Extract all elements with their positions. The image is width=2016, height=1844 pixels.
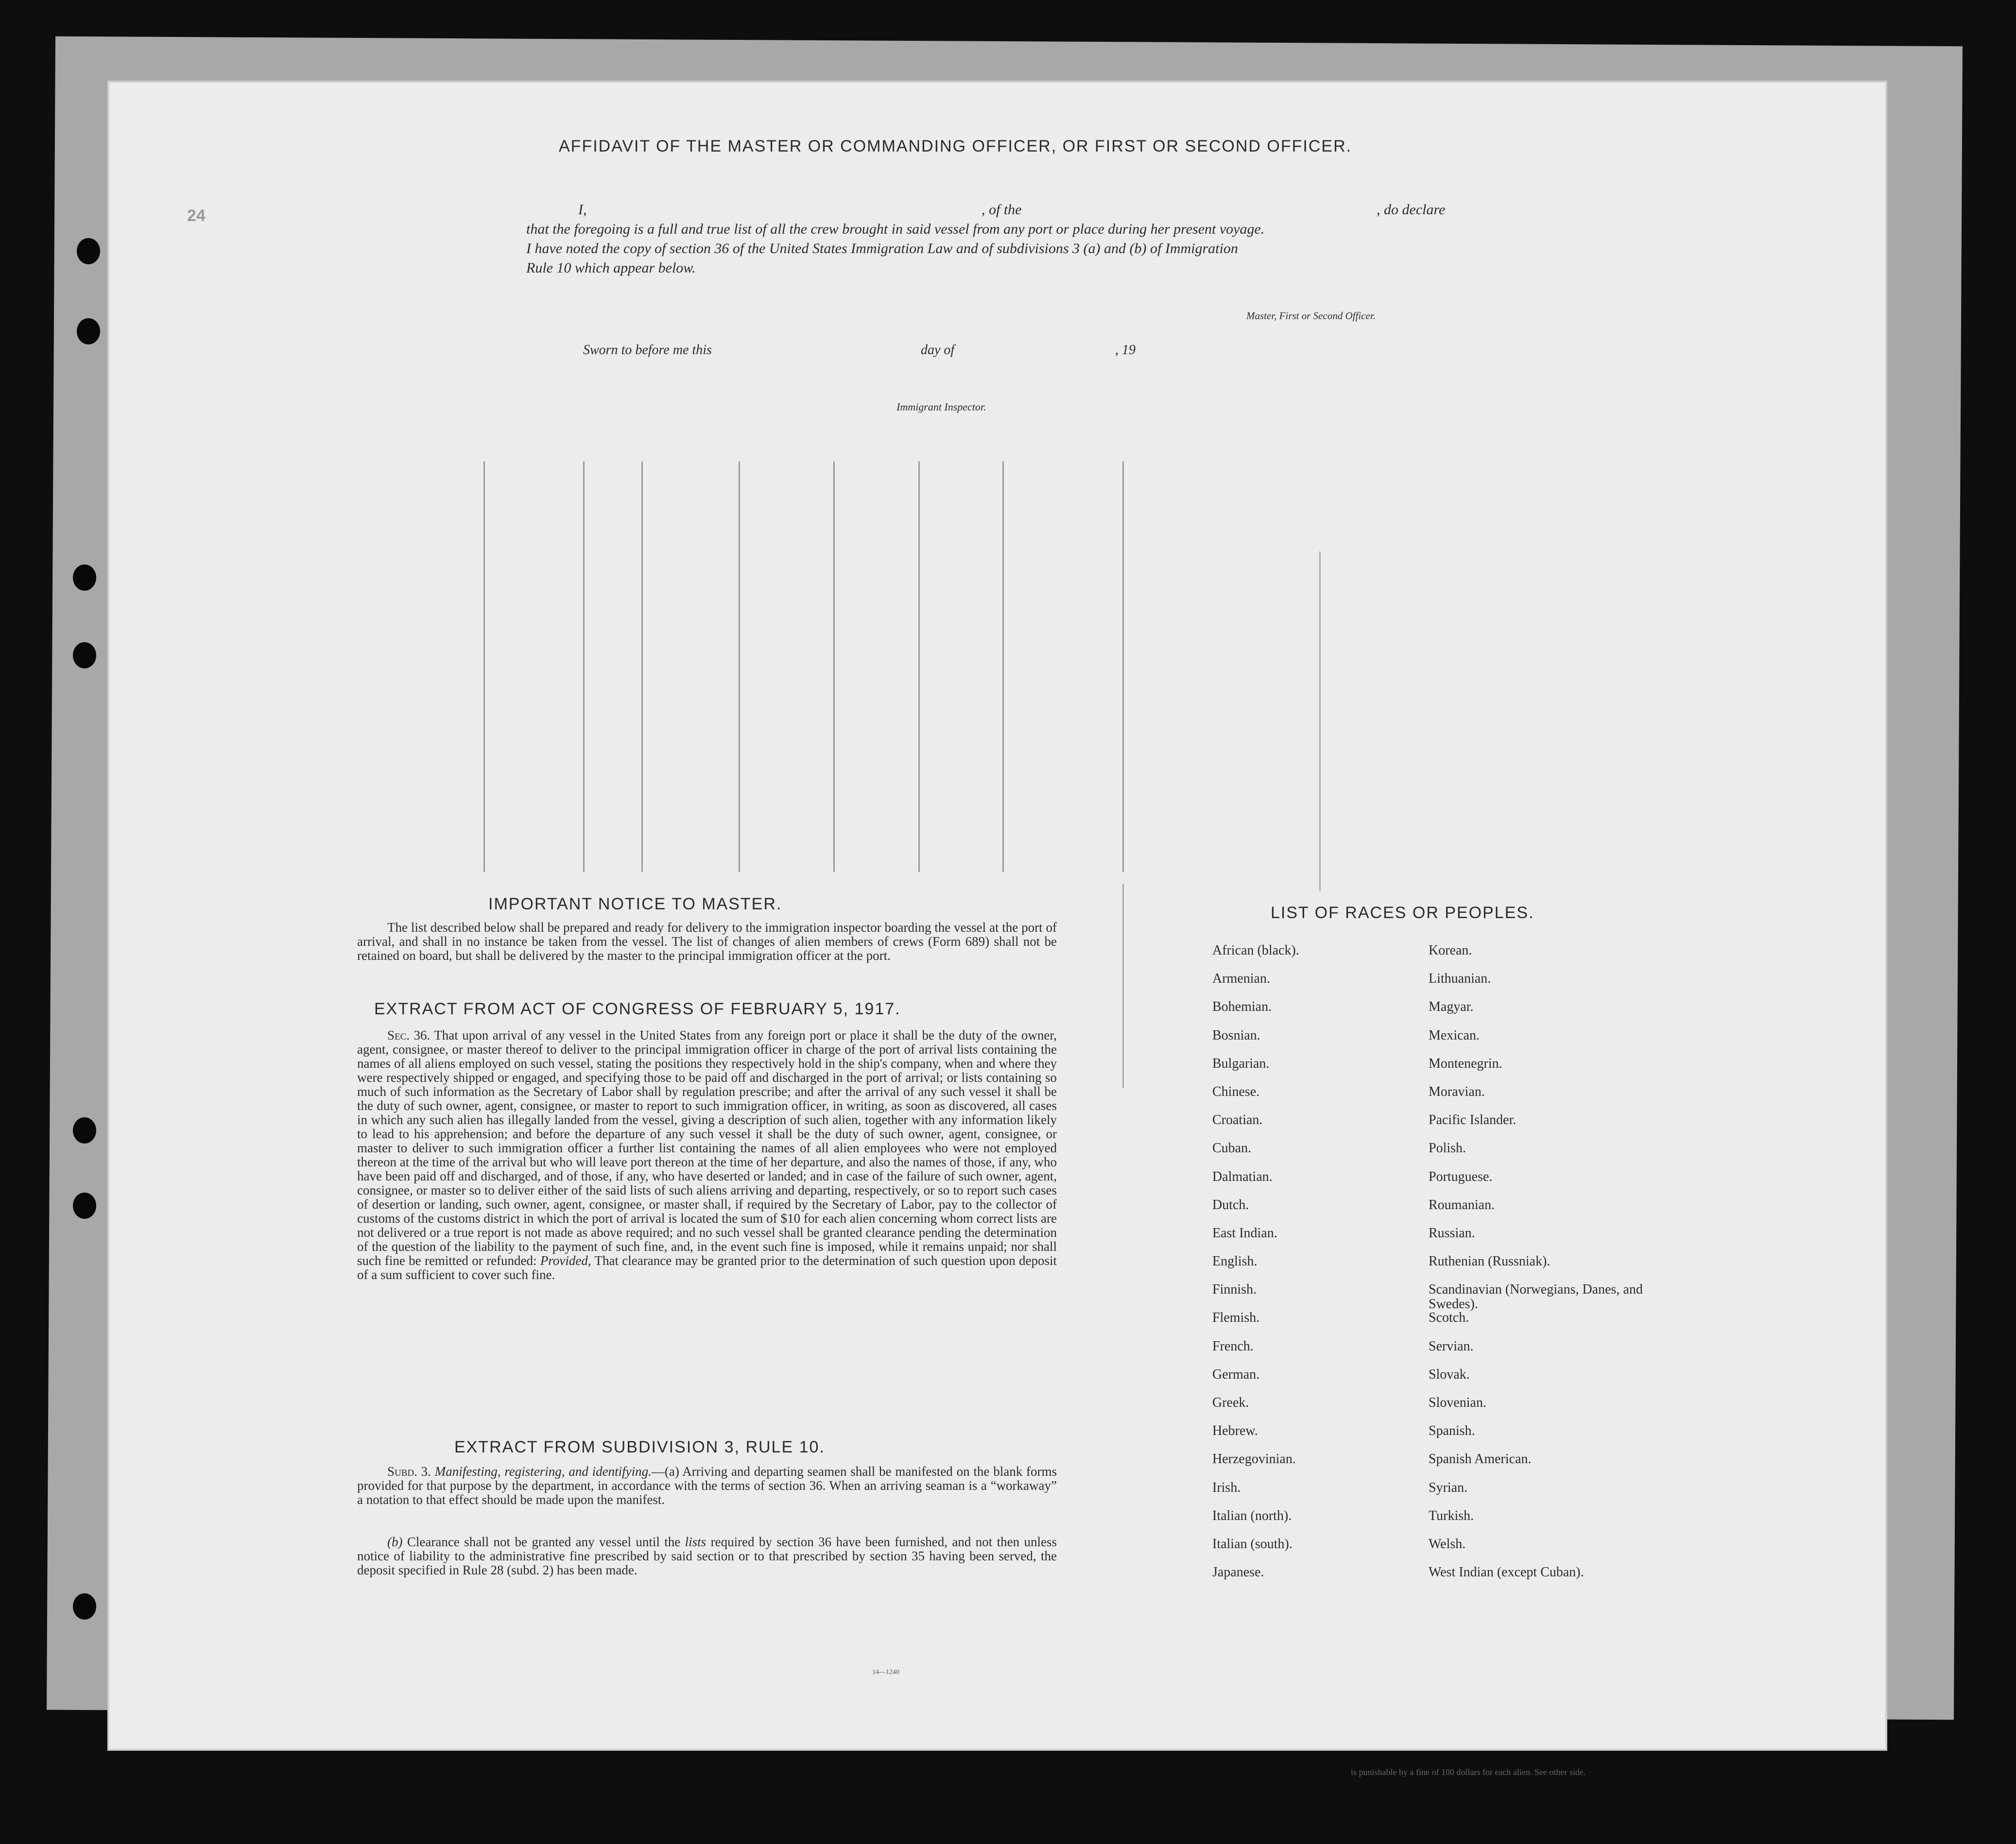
column-rule (583, 461, 585, 872)
bottom-note: is punishable by a fine of 100 dollars for each alien. See other side. (1351, 1767, 1586, 1777)
subd-heading: Manifesting, registering, and identifying. (434, 1464, 652, 1479)
race-item: Polish. (1429, 1141, 1466, 1156)
act-extract-text (357, 1028, 1057, 1282)
race-item: Montenegrin. (1429, 1056, 1502, 1071)
affidavit-line-3: I have noted the copy of section 36 of the United States Immigration Law and of subdivisions 3 (a) and (b) of Immigration (526, 240, 1238, 256)
notice-title: IMPORTANT NOTICE TO MASTER. (488, 895, 782, 913)
race-item: Hebrew. (1212, 1423, 1258, 1439)
race-item: Syrian. (1429, 1480, 1468, 1495)
subd-label: Subd. 3. (387, 1464, 431, 1479)
binder-hole (73, 1193, 96, 1219)
column-rule (1122, 461, 1124, 872)
race-item: Italian (south). (1212, 1536, 1292, 1552)
document-page (109, 83, 1885, 1777)
race-item: Bosnian. (1212, 1027, 1260, 1043)
column-rule (1319, 551, 1321, 891)
year-label: , 19 (1115, 342, 1136, 358)
race-item: Welsh. (1429, 1536, 1466, 1552)
binder-hole (73, 1117, 96, 1144)
binder-hole (77, 238, 100, 264)
act-extract-title: EXTRACT FROM ACT OF CONGRESS OF FEBRUARY 5, 1917. (374, 1000, 901, 1018)
race-item: Flemish. (1212, 1310, 1260, 1326)
race-item: Russian. (1429, 1225, 1475, 1241)
race-item: Herzegovinian. (1212, 1451, 1296, 1467)
race-item: Japanese. (1212, 1565, 1264, 1580)
race-item: Magyar. (1429, 999, 1474, 1015)
race-item: Servian. (1429, 1338, 1474, 1354)
race-item: Finnish. (1212, 1282, 1257, 1298)
notice-text: The list described below shall be prepared and ready for delivery to the immigration inspector boarding the vessel at the port of arrival, and shall in no instance be taken from the vessel. The list of changes of alien members of crews (Form 689) shall not be retained on board, but shall be delivered by the master to the principal immigration officer at the port. (357, 920, 1057, 963)
race-item: English. (1212, 1254, 1258, 1269)
provided-word: Provided, (540, 1253, 591, 1268)
column-rule (918, 461, 920, 872)
para-b-pre: Clearance shall not be granted any vessel until the (407, 1535, 681, 1549)
affidavit-i: I, (578, 202, 587, 218)
races-column-1 (1212, 943, 1465, 1593)
race-item: West Indian (except Cuban). (1429, 1565, 1584, 1580)
binder-hole (73, 564, 96, 591)
race-item: Scandinavian (Norwegians, Danes, and Swedes). (1429, 1282, 1643, 1312)
rule-extract-title: EXTRACT FROM SUBDIVISION 3, RULE 10. (454, 1438, 825, 1456)
section-label: Sec. 36. (387, 1028, 431, 1042)
column-rule (1002, 461, 1004, 872)
column-rule (641, 461, 643, 872)
column-rule (739, 461, 740, 872)
race-item: Pacific Islander. (1429, 1112, 1516, 1128)
affidavit-title: AFFIDAVIT OF THE MASTER OR COMMANDING OFFICER, OR FIRST OR SECOND OFFICER. (559, 137, 1352, 155)
column-rule (483, 461, 485, 872)
signature-label: Master, First or Second Officer. (1246, 310, 1376, 322)
binder-hole (77, 318, 100, 344)
column-rule (833, 461, 835, 872)
race-item: Chinese. (1212, 1084, 1260, 1099)
race-item: Roumanian. (1429, 1197, 1495, 1212)
day-of-label: day of (921, 342, 955, 358)
race-item: Spanish. (1429, 1423, 1475, 1439)
race-item: Ruthenian (Russniak). (1429, 1254, 1551, 1269)
subd-para-a: —(a) Arriving and departing seamen shall be manifested on the blank forms provided for that purpose by the department, in accordance with the terms of section 36. When an arriving seaman is a “workaway” a notation to that effect should be made upon the manifest. (357, 1464, 1057, 1507)
affidavit-line-4: Rule 10 which appear below. (526, 260, 696, 276)
race-item: Greek. (1212, 1395, 1249, 1410)
race-item: Croatian. (1212, 1112, 1263, 1128)
race-item: Moravian. (1429, 1084, 1485, 1099)
race-item: Bulgarian. (1212, 1056, 1270, 1071)
race-item: Portuguese. (1429, 1169, 1493, 1184)
rule-para-a (357, 1465, 1057, 1507)
para-b-label: (b) (387, 1535, 403, 1549)
race-item: French. (1212, 1338, 1254, 1354)
section-body: That upon arrival of any vessel in the United States from any foreign port or place it shall be the duty of the owner, agent, consignee, or master thereof to deliver to the principal immigration officer in charge of the port of arrival lists containing the names of all aliens employed on such vessel, stating the positions they respectively hold in the ship's company, when and where they were respectively shipped or engaged, and specifying those to be paid off and discharged in the port of arrival; or lists containing so much of such information as the Secretary of Labor shall by regulation prescribe; and after the arrival of any such vessel it shall be the duty of such owner, agent, consignee, or master to report to such immigration officer, in writing, as soon as discovered, all cases in which any such alien has illegally landed from the vessel, giving a description of such alien, together with any information likely to lead to his apprehension; and before the departure of any such vessel it shall be the duty of such owner, agent, consignee, or master to deliver to such immigration officer a further list containing the names of all alien employees who were not employed thereon at the time of the arrival but who will leave port thereon at the time of her departure, and also the names of those, if any, who have been paid off and discharged, and of those, if any, who have deserted or landed; and in case of the failure of such owner, agent, consignee, or master so to deliver either of the said lists of such aliens arriving and departing, respectively, or so to report such cases of desertion or landing, such owner, agent, consignee, or master shall, if required by the Secretary of Labor, pay to the collector of customs of the customs district in which the port of arrival is located the sum of $10 for each alien concerning whom correct lists are not delivered or a true report is not made as above required; and no such vessel shall be granted clearance pending the determination of the question of the liability to the payment of such fine, and, in the event such fine is imposed, while it remains unpaid; nor shall such fine be remitted or refunded: (357, 1028, 1057, 1268)
race-item: Turkish. (1429, 1508, 1474, 1523)
race-item: East Indian. (1212, 1225, 1277, 1241)
page-number-left: 24 (187, 206, 206, 225)
column-rule (1122, 884, 1124, 1088)
race-item: Italian (north). (1212, 1508, 1292, 1523)
races-column-2 (1429, 943, 1681, 1593)
rule-para-b (357, 1535, 1057, 1577)
para-b-post: required by section 36 have been furnished, and not then unless notice of liability to the administrative fine prescribed by said section or to that prescribed by section 35 having been served, the deposit specified in Rule 28 (subd. 2) has been made. (357, 1535, 1057, 1577)
form-number: 14—1240 (872, 1669, 899, 1676)
para-b-lists: lists (685, 1535, 706, 1549)
races-title: LIST OF RACES OR PEOPLES. (1271, 904, 1534, 922)
race-item: Slovak. (1429, 1366, 1470, 1382)
race-item: Slovenian. (1429, 1395, 1486, 1410)
binder-hole (73, 1593, 96, 1620)
race-item: Spanish American. (1429, 1451, 1532, 1467)
race-item: Mexican. (1429, 1027, 1480, 1043)
race-item: Armenian. (1212, 971, 1270, 987)
affidavit-do-declare: , do declare (1377, 202, 1446, 218)
race-item: Lithuanian. (1429, 971, 1491, 987)
race-item: Cuban. (1212, 1141, 1252, 1156)
race-item: Bohemian. (1212, 999, 1272, 1015)
affidavit-line-2: that the foregoing is a full and true list of all the crew brought in said vessel from any port or place during her present voyage. (526, 221, 1265, 237)
affidavit-of-the: , of the (982, 202, 1022, 218)
race-item: Dalmatian. (1212, 1169, 1273, 1184)
section-body-end: That clearance may be granted prior to the determination of such question upon deposit of a sum sufficient to cover such fine. (357, 1253, 1057, 1282)
sworn-label: Sworn to before me this (583, 342, 712, 358)
race-item: Scotch. (1429, 1310, 1469, 1326)
race-item: Korean. (1429, 943, 1472, 958)
race-item: German. (1212, 1366, 1260, 1382)
binder-hole (73, 642, 96, 668)
race-item: Dutch. (1212, 1197, 1249, 1212)
race-item: Irish. (1212, 1480, 1241, 1495)
inspector-label: Immigrant Inspector. (896, 401, 986, 413)
race-item: African (black). (1212, 943, 1299, 958)
